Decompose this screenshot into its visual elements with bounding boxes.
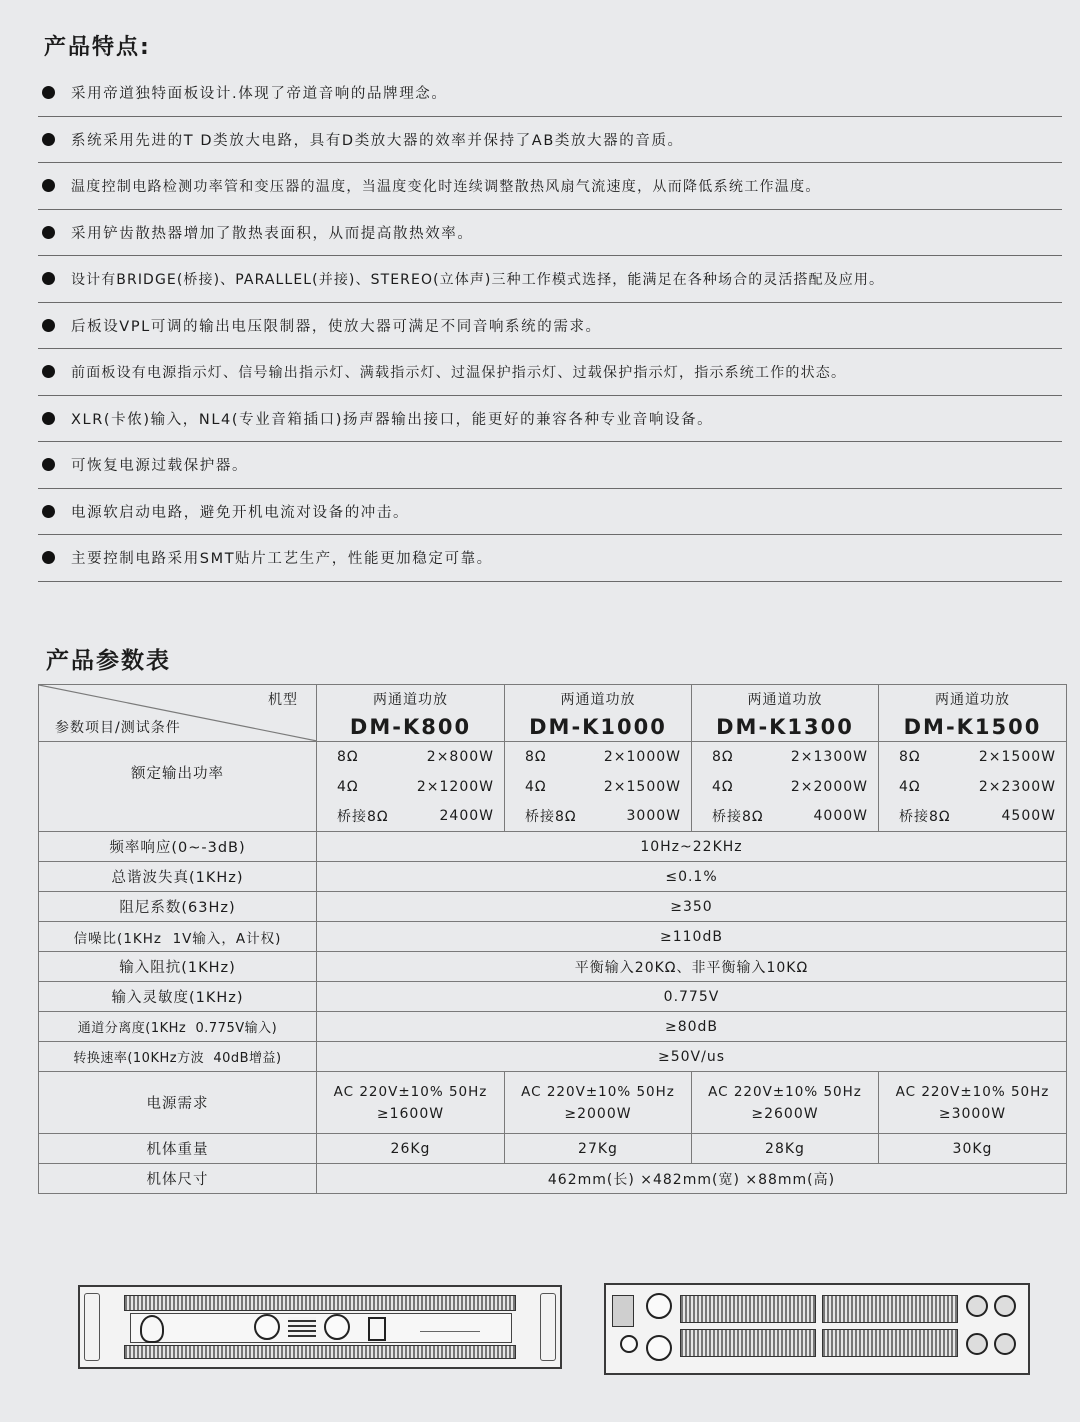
rated-power-row	[39, 742, 1067, 832]
power-switch-icon	[368, 1317, 386, 1341]
spec-row	[39, 1012, 1067, 1042]
power-line: 4Ω 2×2300W	[899, 778, 1056, 795]
power-cell	[879, 742, 1067, 832]
feature-text: 设计有BRIDGE(桥接)、PARALLEL(并接)、STEREO(立体声)三种工作模式选择，能满足在各种场合的灵活搭配及应用。	[71, 271, 885, 288]
ac-spec: AC 220V±10% 50Hz	[521, 1083, 675, 1100]
power-line: 桥接8Ω 2400W	[337, 808, 494, 825]
model-header-cell	[692, 685, 879, 742]
corner-cell	[39, 685, 317, 742]
bullet-icon	[42, 505, 55, 518]
feature-text: 可恢复电源过载保护器。	[71, 458, 249, 475]
power-line: 8Ω 2×1500W	[899, 749, 1056, 765]
model-type: 两通道功放	[747, 692, 823, 708]
power-req-cell	[505, 1072, 692, 1134]
power-req-cell	[879, 1072, 1067, 1134]
breaker-icon	[620, 1335, 638, 1353]
model-type: 两通道功放	[560, 692, 636, 708]
power-cell	[505, 742, 692, 832]
feature-item	[38, 396, 1062, 443]
ac-spec: AC 220V±10% 50Hz	[895, 1083, 1050, 1100]
weight-value: 27Kg	[505, 1134, 692, 1164]
feature-text: XLR(卡侬)输入，NL4(专业音箱插口)扬声器输出接口，能更好的兼容各种专业音响设备。	[71, 411, 714, 428]
feature-item	[38, 442, 1062, 489]
size-value: 462mm(长) ×482mm(宽) ×88mm(高)	[317, 1164, 1067, 1194]
spec-label: 总谐波失真(1KHz)	[39, 862, 317, 892]
model-header-cell	[317, 685, 505, 742]
power-req-cell	[317, 1072, 505, 1134]
feature-text: 后板设VPL可调的输出电压限制器，使放大器可满足不同音响系统的需求。	[71, 318, 602, 335]
bullet-icon	[42, 551, 55, 564]
power-req-cell	[692, 1072, 879, 1134]
weight-row	[39, 1134, 1067, 1164]
power-cell	[692, 742, 879, 832]
volume-knob-icon	[254, 1314, 280, 1340]
rear-panel-illustration	[604, 1283, 1030, 1375]
power-inlet-icon	[612, 1295, 634, 1327]
size-row	[39, 1164, 1067, 1194]
speakon-connector-icon	[646, 1293, 672, 1319]
rear-vent-icon	[822, 1329, 958, 1357]
rack-ear-right	[540, 1293, 556, 1361]
bullet-icon	[42, 226, 55, 239]
feature-item	[38, 210, 1062, 257]
feature-item	[38, 535, 1062, 582]
feature-item	[38, 303, 1062, 350]
xlr-connector-icon	[966, 1333, 988, 1355]
power-line: 8Ω 2×1300W	[712, 749, 868, 765]
rear-vent-icon	[822, 1295, 958, 1323]
feature-item	[38, 163, 1062, 210]
spec-label: 输入阻抗(1KHz)	[39, 952, 317, 982]
ac-spec: AC 220V±10% 50Hz	[708, 1083, 862, 1100]
model-name: DM-K1000	[529, 715, 667, 739]
indicator-leds-icon	[288, 1317, 316, 1337]
features-heading: 产品特点:	[44, 35, 151, 60]
bullet-icon	[42, 365, 55, 378]
weight-value: 30Kg	[879, 1134, 1067, 1164]
spec-label: 通道分离度(1KHz 0.775V输入)	[39, 1012, 317, 1042]
model-type: 两通道功放	[935, 692, 1010, 708]
feature-text: 温度控制电路检测功率管和变压器的温度，当温度变化时连续调整散热风扇气流速度，从而降低系统工作温度。	[71, 178, 821, 195]
power-req-label: 电源需求	[39, 1072, 317, 1134]
rear-vent-icon	[680, 1329, 816, 1357]
spec-row	[39, 922, 1067, 952]
corner-param-label: 参数项目/测试条件	[55, 720, 181, 736]
weight-label: 机体重量	[39, 1134, 317, 1164]
spec-label: 输入灵敏度(1KHz)	[39, 982, 317, 1012]
model-name: DM-K1500	[903, 715, 1042, 739]
weight-value: 26Kg	[317, 1134, 505, 1164]
xlr-connector-icon	[994, 1295, 1016, 1317]
power-line: 4Ω 2×1500W	[525, 778, 681, 795]
feature-item	[38, 256, 1062, 303]
corner-model-label: 机型	[268, 692, 298, 708]
weight-value: 28Kg	[692, 1134, 879, 1164]
spec-value: ≥50V/us	[317, 1042, 1067, 1072]
model-name: DM-K1300	[716, 715, 854, 739]
rear-vent-icon	[680, 1295, 816, 1323]
power-line: 桥接8Ω 3000W	[525, 808, 681, 825]
spec-label: 信噪比(1KHz 1V输入，A计权)	[39, 922, 317, 952]
power-line: 桥接8Ω 4000W	[712, 808, 868, 825]
spec-row	[39, 862, 1067, 892]
spec-value: ≥350	[317, 892, 1067, 922]
spec-row	[39, 892, 1067, 922]
ac-watt: ≥2000W	[564, 1105, 632, 1122]
spec-heading: 产品参数表	[46, 648, 171, 674]
ac-spec: AC 220V±10% 50Hz	[333, 1083, 488, 1100]
spec-label: 转换速率(10KHz方波 40dB增益)	[39, 1042, 317, 1072]
spec-value: ≥110dB	[317, 922, 1067, 952]
size-label: 机体尺寸	[39, 1164, 317, 1194]
spec-label: 频率响应(0~-3dB)	[39, 832, 317, 862]
rated-power-label: 额定输出功率	[39, 742, 317, 832]
xlr-connector-icon	[966, 1295, 988, 1317]
feature-item	[38, 117, 1062, 164]
bullet-icon	[42, 412, 55, 425]
front-panel-illustration	[78, 1285, 562, 1369]
spec-row	[39, 1042, 1067, 1072]
xlr-connector-icon	[994, 1333, 1016, 1355]
model-header-cell	[505, 685, 692, 742]
rack-ear-left	[84, 1293, 100, 1361]
feature-text: 主要控制电路采用SMT贴片工艺生产，性能更加稳定可靠。	[71, 551, 493, 568]
volume-knob-icon	[324, 1314, 350, 1340]
model-plate-icon	[420, 1321, 480, 1332]
vent-grille-top	[124, 1295, 516, 1311]
power-line: 4Ω 2×2000W	[712, 778, 868, 795]
spec-row	[39, 952, 1067, 982]
spec-value: 10Hz~22KHz	[317, 832, 1067, 862]
logo-icon	[140, 1315, 164, 1343]
spec-value: 平衡输入20KΩ、非平衡输入10KΩ	[317, 952, 1067, 982]
feature-item	[38, 70, 1062, 117]
feature-text: 采用帝道独特面板设计.体现了帝道音响的品牌理念。	[71, 86, 448, 103]
spec-row	[39, 832, 1067, 862]
model-type: 两通道功放	[373, 692, 448, 708]
bullet-icon	[42, 179, 55, 192]
feature-text: 系统采用先进的T D类放大电路，具有D类放大器的效率并保持了AB类放大器的音质。	[71, 132, 684, 149]
ac-watt: ≥2600W	[751, 1105, 819, 1122]
bullet-icon	[42, 272, 55, 285]
model-header-cell	[879, 685, 1067, 742]
power-req-row	[39, 1072, 1067, 1134]
speakon-connector-icon	[646, 1335, 672, 1361]
power-cell	[317, 742, 505, 832]
spec-value: ≥80dB	[317, 1012, 1067, 1042]
bullet-icon	[42, 133, 55, 146]
feature-text: 电源软启动电路，避免开机电流对设备的冲击。	[71, 504, 410, 521]
vent-grille-bottom	[124, 1345, 516, 1359]
ac-watt: ≥1600W	[376, 1105, 445, 1122]
power-line: 8Ω 2×1000W	[525, 749, 681, 765]
power-line: 8Ω 2×800W	[337, 749, 494, 765]
spec-label: 阻尼系数(63Hz)	[39, 892, 317, 922]
spec-table	[38, 684, 1067, 1194]
model-name: DM-K800	[349, 715, 472, 739]
bullet-icon	[42, 86, 55, 99]
bullet-icon	[42, 458, 55, 471]
spec-row	[39, 982, 1067, 1012]
feature-item	[38, 489, 1062, 536]
power-line: 桥接8Ω 4500W	[899, 808, 1056, 825]
feature-item	[38, 349, 1062, 396]
power-line: 4Ω 2×1200W	[337, 778, 494, 795]
feature-list	[38, 70, 1062, 582]
feature-text: 前面板设有电源指示灯、信号输出指示灯、满载指示灯、过温保护指示灯、过载保护指示灯，指示系统工作的状态。	[71, 364, 847, 381]
bullet-icon	[42, 319, 55, 332]
ac-watt: ≥3000W	[938, 1105, 1007, 1122]
spec-value: ≤0.1%	[317, 862, 1067, 892]
spec-value: 0.775V	[317, 982, 1067, 1012]
feature-text: 采用铲齿散热器增加了散热表面积，从而提高散热效率。	[71, 225, 474, 242]
model-header-row	[39, 685, 1067, 742]
